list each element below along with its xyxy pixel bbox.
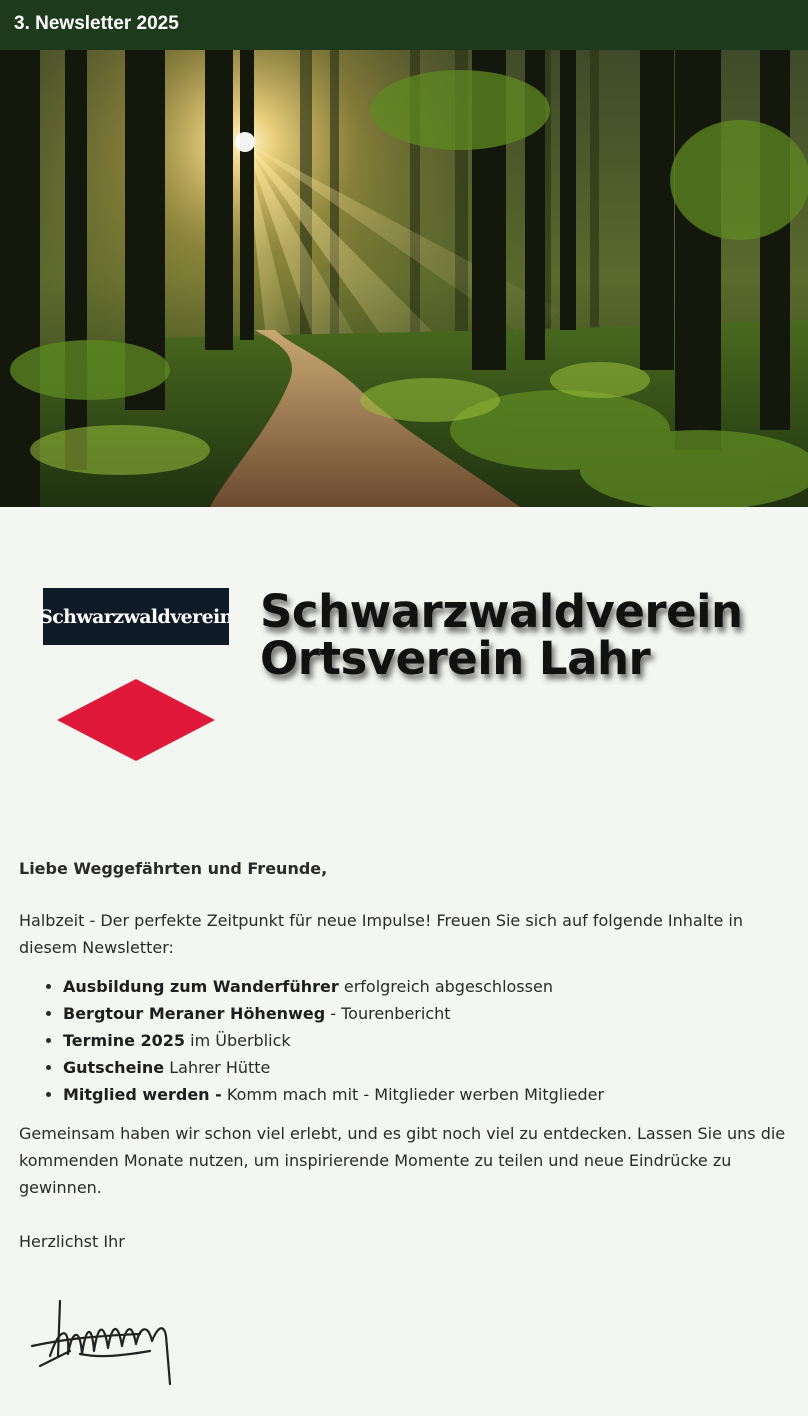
closing-text: Herzlichst Ihr bbox=[19, 1232, 125, 1251]
newsletter-title: 3. Newsletter 2025 bbox=[14, 13, 179, 34]
newsletter-body bbox=[19, 855, 789, 1255]
signature-image bbox=[30, 1296, 180, 1391]
greeting: Liebe Weggefährten und Freunde, bbox=[19, 859, 328, 878]
list-item bbox=[63, 973, 789, 1000]
logo-diamond-icon bbox=[57, 679, 215, 761]
topic-title: Mitglied werden - bbox=[63, 1085, 222, 1104]
forest-path-image bbox=[0, 50, 808, 507]
logo-badge: Schwarzwaldverein bbox=[43, 588, 229, 645]
topic-title: Ausbildung zum Wanderführer bbox=[63, 977, 339, 996]
hero-forest-image bbox=[0, 50, 808, 507]
list-item bbox=[63, 1027, 789, 1054]
topic-text: Komm mach mit - Mitglieder werben Mitglieder bbox=[221, 1085, 605, 1104]
topic-title: Gutscheine bbox=[63, 1058, 165, 1077]
club-name-line2: Ortsverein Lahr bbox=[260, 632, 651, 685]
topic-text: erfolgreich abgeschlossen bbox=[338, 977, 553, 996]
topic-text: im Überblick bbox=[185, 1031, 291, 1050]
outro-text: Gemeinsam haben wir schon viel erlebt, und es gibt noch viel zu entdecken. Lassen Sie uns die kommenden Monate nutzen, um inspirierende Momente zu teilen und neue Eindrücke zu gewinnen. bbox=[19, 1124, 786, 1197]
intro-text: Halbzeit - Der perfekte Zeitpunkt für neue Impulse! Freuen Sie sich auf folgende Inhalte in diesem Newsletter: bbox=[19, 911, 743, 957]
list-item bbox=[63, 1000, 789, 1027]
topic-text: Lahrer Hütte bbox=[164, 1058, 271, 1077]
topic-title: Bergtour Meraner Höhenweg bbox=[63, 1004, 326, 1023]
list-item bbox=[63, 1081, 789, 1108]
topics-list bbox=[19, 973, 789, 1108]
club-name-line1: Schwarzwaldverein bbox=[260, 585, 743, 638]
club-name-heading bbox=[260, 585, 800, 685]
topic-text: - Tourenbericht bbox=[325, 1004, 451, 1023]
list-item bbox=[63, 1054, 789, 1081]
newsletter-header bbox=[0, 0, 808, 50]
topic-title: Termine 2025 bbox=[63, 1031, 186, 1050]
